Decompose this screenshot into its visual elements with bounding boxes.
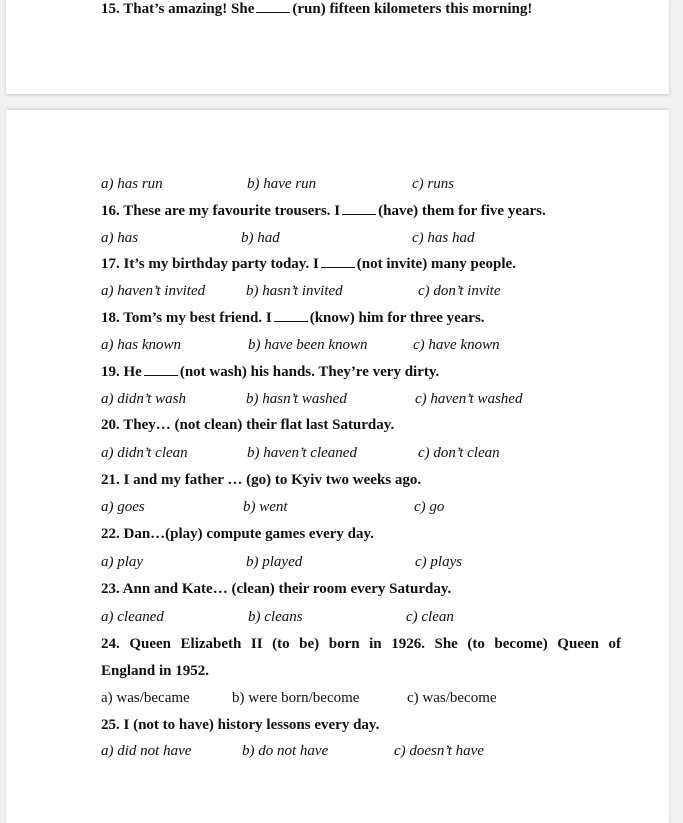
option-21b: b) went bbox=[243, 499, 288, 515]
option-24c: c) was/become bbox=[407, 690, 497, 706]
option-25b: b) do not have bbox=[242, 743, 329, 759]
answer-blank bbox=[274, 309, 308, 322]
question-22: 22. Dan…(play) compute games every day. bbox=[101, 526, 374, 542]
option-15a: a) has run bbox=[101, 176, 163, 192]
option-20a: a) didn’t clean bbox=[101, 445, 188, 461]
option-15c: c) runs bbox=[412, 176, 455, 192]
option-19a: a) didn’t wash bbox=[101, 391, 187, 407]
question-15: 15. That’s amazing! She (run) fifteen kilometers this morning! bbox=[101, 1, 533, 17]
option-17a: a) haven’t invited bbox=[101, 283, 206, 299]
option-22b: b) played bbox=[246, 554, 303, 570]
option-18b: b) have been known bbox=[248, 337, 368, 353]
option-24b: b) were born/become bbox=[232, 690, 360, 706]
option-18a: a) has known bbox=[101, 337, 181, 353]
option-18c: c) have known bbox=[413, 337, 500, 353]
option-22a: a) play bbox=[101, 554, 144, 570]
option-16a: a) has bbox=[101, 230, 139, 246]
option-19b: b) hasn’t washed bbox=[246, 391, 347, 407]
question-24: 24. Queen Elizabeth II (to be) born in 1926. She (to become) Queen of bbox=[101, 636, 621, 652]
option-25a: a) did not have bbox=[101, 743, 192, 759]
option-19c: c) haven’t washed bbox=[415, 391, 523, 407]
option-15b: b) have run bbox=[247, 176, 317, 192]
question-18: 18. Tom’s my best friend. I (know) him for three years. bbox=[101, 310, 485, 326]
option-21a: a) goes bbox=[101, 499, 145, 515]
answer-blank bbox=[144, 363, 178, 376]
option-17c: c) don’t invite bbox=[418, 283, 501, 299]
option-21c: c) go bbox=[414, 499, 445, 515]
question-24-continued: England in 1952. bbox=[101, 663, 209, 679]
option-20c: c) don’t clean bbox=[418, 445, 500, 461]
option-22c: c) plays bbox=[415, 554, 463, 570]
option-23b: b) cleans bbox=[248, 609, 303, 625]
question-16: 16. These are my favourite trousers. I (have) them for five years. bbox=[101, 203, 546, 219]
option-24a: a) was/became bbox=[101, 690, 190, 706]
question-23: 23. Ann and Kate… (clean) their room every Saturday. bbox=[101, 581, 452, 597]
question-20: 20. They… (not clean) their flat last Saturday. bbox=[101, 417, 395, 433]
answer-blank bbox=[321, 255, 355, 268]
option-25c: c) doesn’t have bbox=[394, 743, 484, 759]
option-20b: b) haven’t cleaned bbox=[247, 445, 357, 461]
option-23a: a) cleaned bbox=[101, 609, 164, 625]
question-19: 19. He (not wash) his hands. They’re very dirty. bbox=[101, 364, 440, 380]
option-17b: b) hasn’t invited bbox=[246, 283, 343, 299]
question-17: 17. It’s my birthday party today. I (not invite) many people. bbox=[101, 256, 516, 272]
question-21: 21. I and my father … (go) to Kyiv two weeks ago. bbox=[101, 472, 422, 488]
answer-blank bbox=[342, 202, 376, 215]
option-16b: b) had bbox=[241, 230, 280, 246]
option-16c: c) has had bbox=[412, 230, 475, 246]
answer-blank bbox=[256, 0, 290, 13]
option-23c: c) clean bbox=[406, 609, 454, 625]
question-25: 25. I (not to have) history lessons every day. bbox=[101, 717, 380, 733]
